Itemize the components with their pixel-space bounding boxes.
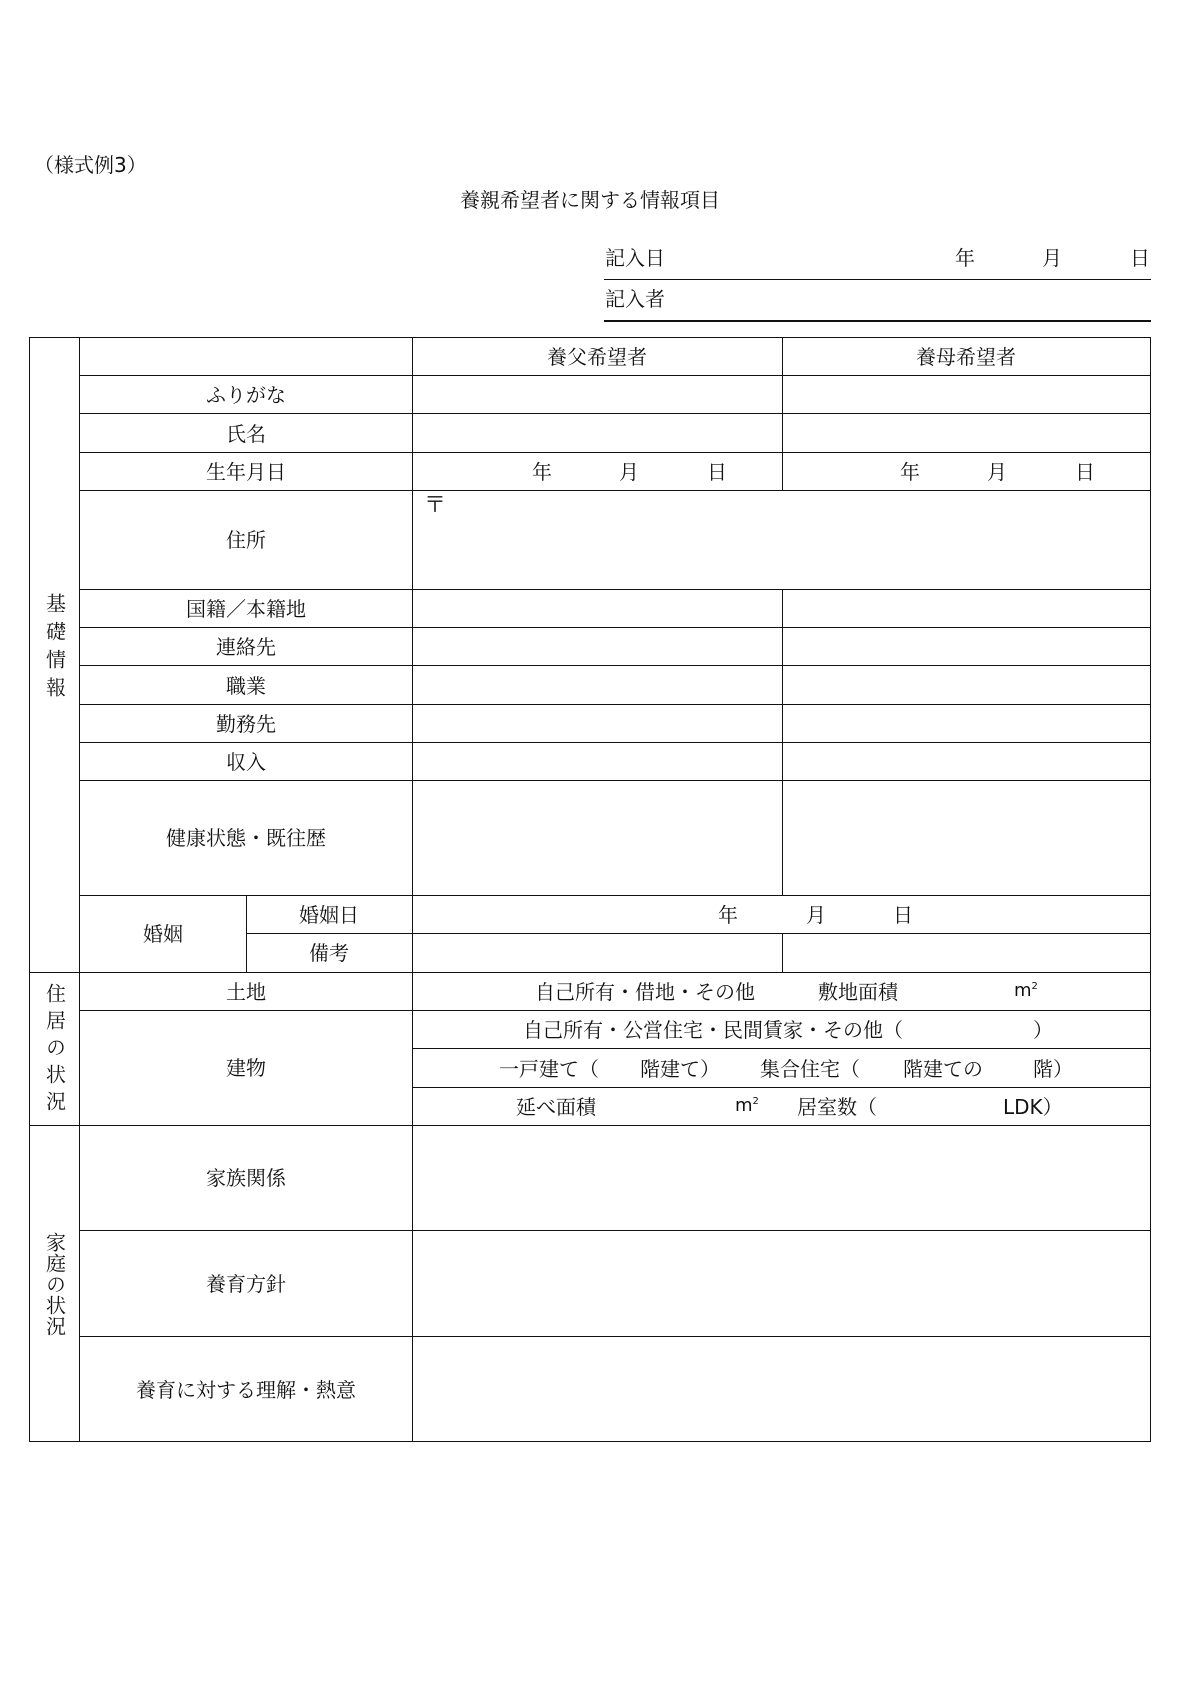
name-label: 氏名 — [226, 422, 266, 446]
site-area-unit-squared: 2 — [1031, 981, 1038, 992]
apartment-label: 集合住宅（ — [760, 1057, 860, 1081]
detached-floors-label: 階建て） — [640, 1057, 720, 1081]
mother-birth-year: 年 — [900, 460, 920, 484]
entry-date-label: 記入日 — [605, 246, 665, 270]
marriage-label: 婚姻 — [143, 922, 183, 946]
family-relations-label: 家族関係 — [206, 1166, 286, 1190]
marriage-date-label: 婚姻日 — [299, 903, 359, 927]
mother-column-header: 養母希望者 — [916, 345, 1016, 369]
floor-area-unit-m: m — [735, 1095, 753, 1116]
section-basic-text: 基礎情報 — [42, 593, 67, 705]
writer-label: 記入者 — [605, 287, 665, 311]
detached-label: 一戸建て（ — [499, 1057, 599, 1081]
workplace-label: 勤務先 — [216, 712, 276, 736]
occupation-label: 職業 — [226, 674, 266, 698]
remarks-label: 備考 — [309, 941, 349, 965]
section-family-text: 家庭の状況 — [42, 1232, 67, 1337]
mother-birth-day: 日 — [1075, 460, 1095, 484]
father-birth-day: 日 — [707, 460, 727, 484]
entry-date-underline — [604, 279, 1151, 280]
marriage-month: 月 — [806, 903, 826, 927]
furigana-label: ふりがな — [206, 383, 286, 407]
nationality-label: 国籍／本籍地 — [186, 597, 306, 621]
address-label: 住所 — [226, 528, 266, 552]
apartment-floors-label: 階建ての — [903, 1057, 983, 1081]
land-label: 土地 — [226, 980, 266, 1004]
postal-mark: 〒 — [424, 493, 447, 518]
apartment-floor-close: 階） — [1033, 1057, 1073, 1081]
contact-label: 連絡先 — [216, 635, 276, 659]
building-ownership-close: ） — [1033, 1018, 1053, 1042]
father-birth-month: 月 — [619, 460, 639, 484]
father-column-header: 養父希望者 — [547, 345, 647, 369]
writer-underline — [604, 320, 1151, 322]
site-area-label: 敷地面積 — [818, 980, 898, 1004]
building-label: 建物 — [226, 1056, 266, 1080]
entry-month-label: 月 — [1042, 246, 1062, 270]
floor-area-unit — [735, 1097, 759, 1115]
childcare-policy-label: 養育方針 — [206, 1272, 286, 1296]
section-housing-text: 住居の状況 — [42, 983, 67, 1118]
marriage-year: 年 — [718, 903, 738, 927]
page-title: 養親希望者に関する情報項目 — [460, 188, 720, 212]
site-area-unit-m: m — [1014, 980, 1032, 1001]
income-label: 収入 — [226, 750, 266, 774]
birthdate-label: 生年月日 — [206, 460, 286, 484]
marriage-day: 日 — [893, 903, 913, 927]
rooms-ldk-label: LDK） — [1003, 1095, 1063, 1119]
childcare-understanding-label: 養育に対する理解・熱意 — [136, 1378, 356, 1402]
rooms-label: 居室数（ — [797, 1095, 877, 1119]
entry-day-label: 日 — [1130, 246, 1150, 270]
father-birth-year: 年 — [532, 460, 552, 484]
section-basic-label — [38, 593, 70, 705]
floor-area-label: 延べ面積 — [516, 1095, 596, 1119]
mother-birth-month: 月 — [987, 460, 1007, 484]
site-area-unit — [1014, 982, 1038, 1000]
floor-area-unit-squared: 2 — [752, 1096, 759, 1107]
building-ownership-options: 自己所有・公営住宅・民間賃家・その他（ — [523, 1018, 903, 1042]
health-label: 健康状態・既往歴 — [166, 826, 326, 850]
land-ownership-options: 自己所有・借地・その他 — [535, 980, 755, 1004]
entry-year-label: 年 — [955, 246, 975, 270]
section-housing-label — [38, 983, 70, 1118]
section-family-label — [38, 1232, 70, 1337]
form-id: （様式例3） — [34, 153, 147, 177]
